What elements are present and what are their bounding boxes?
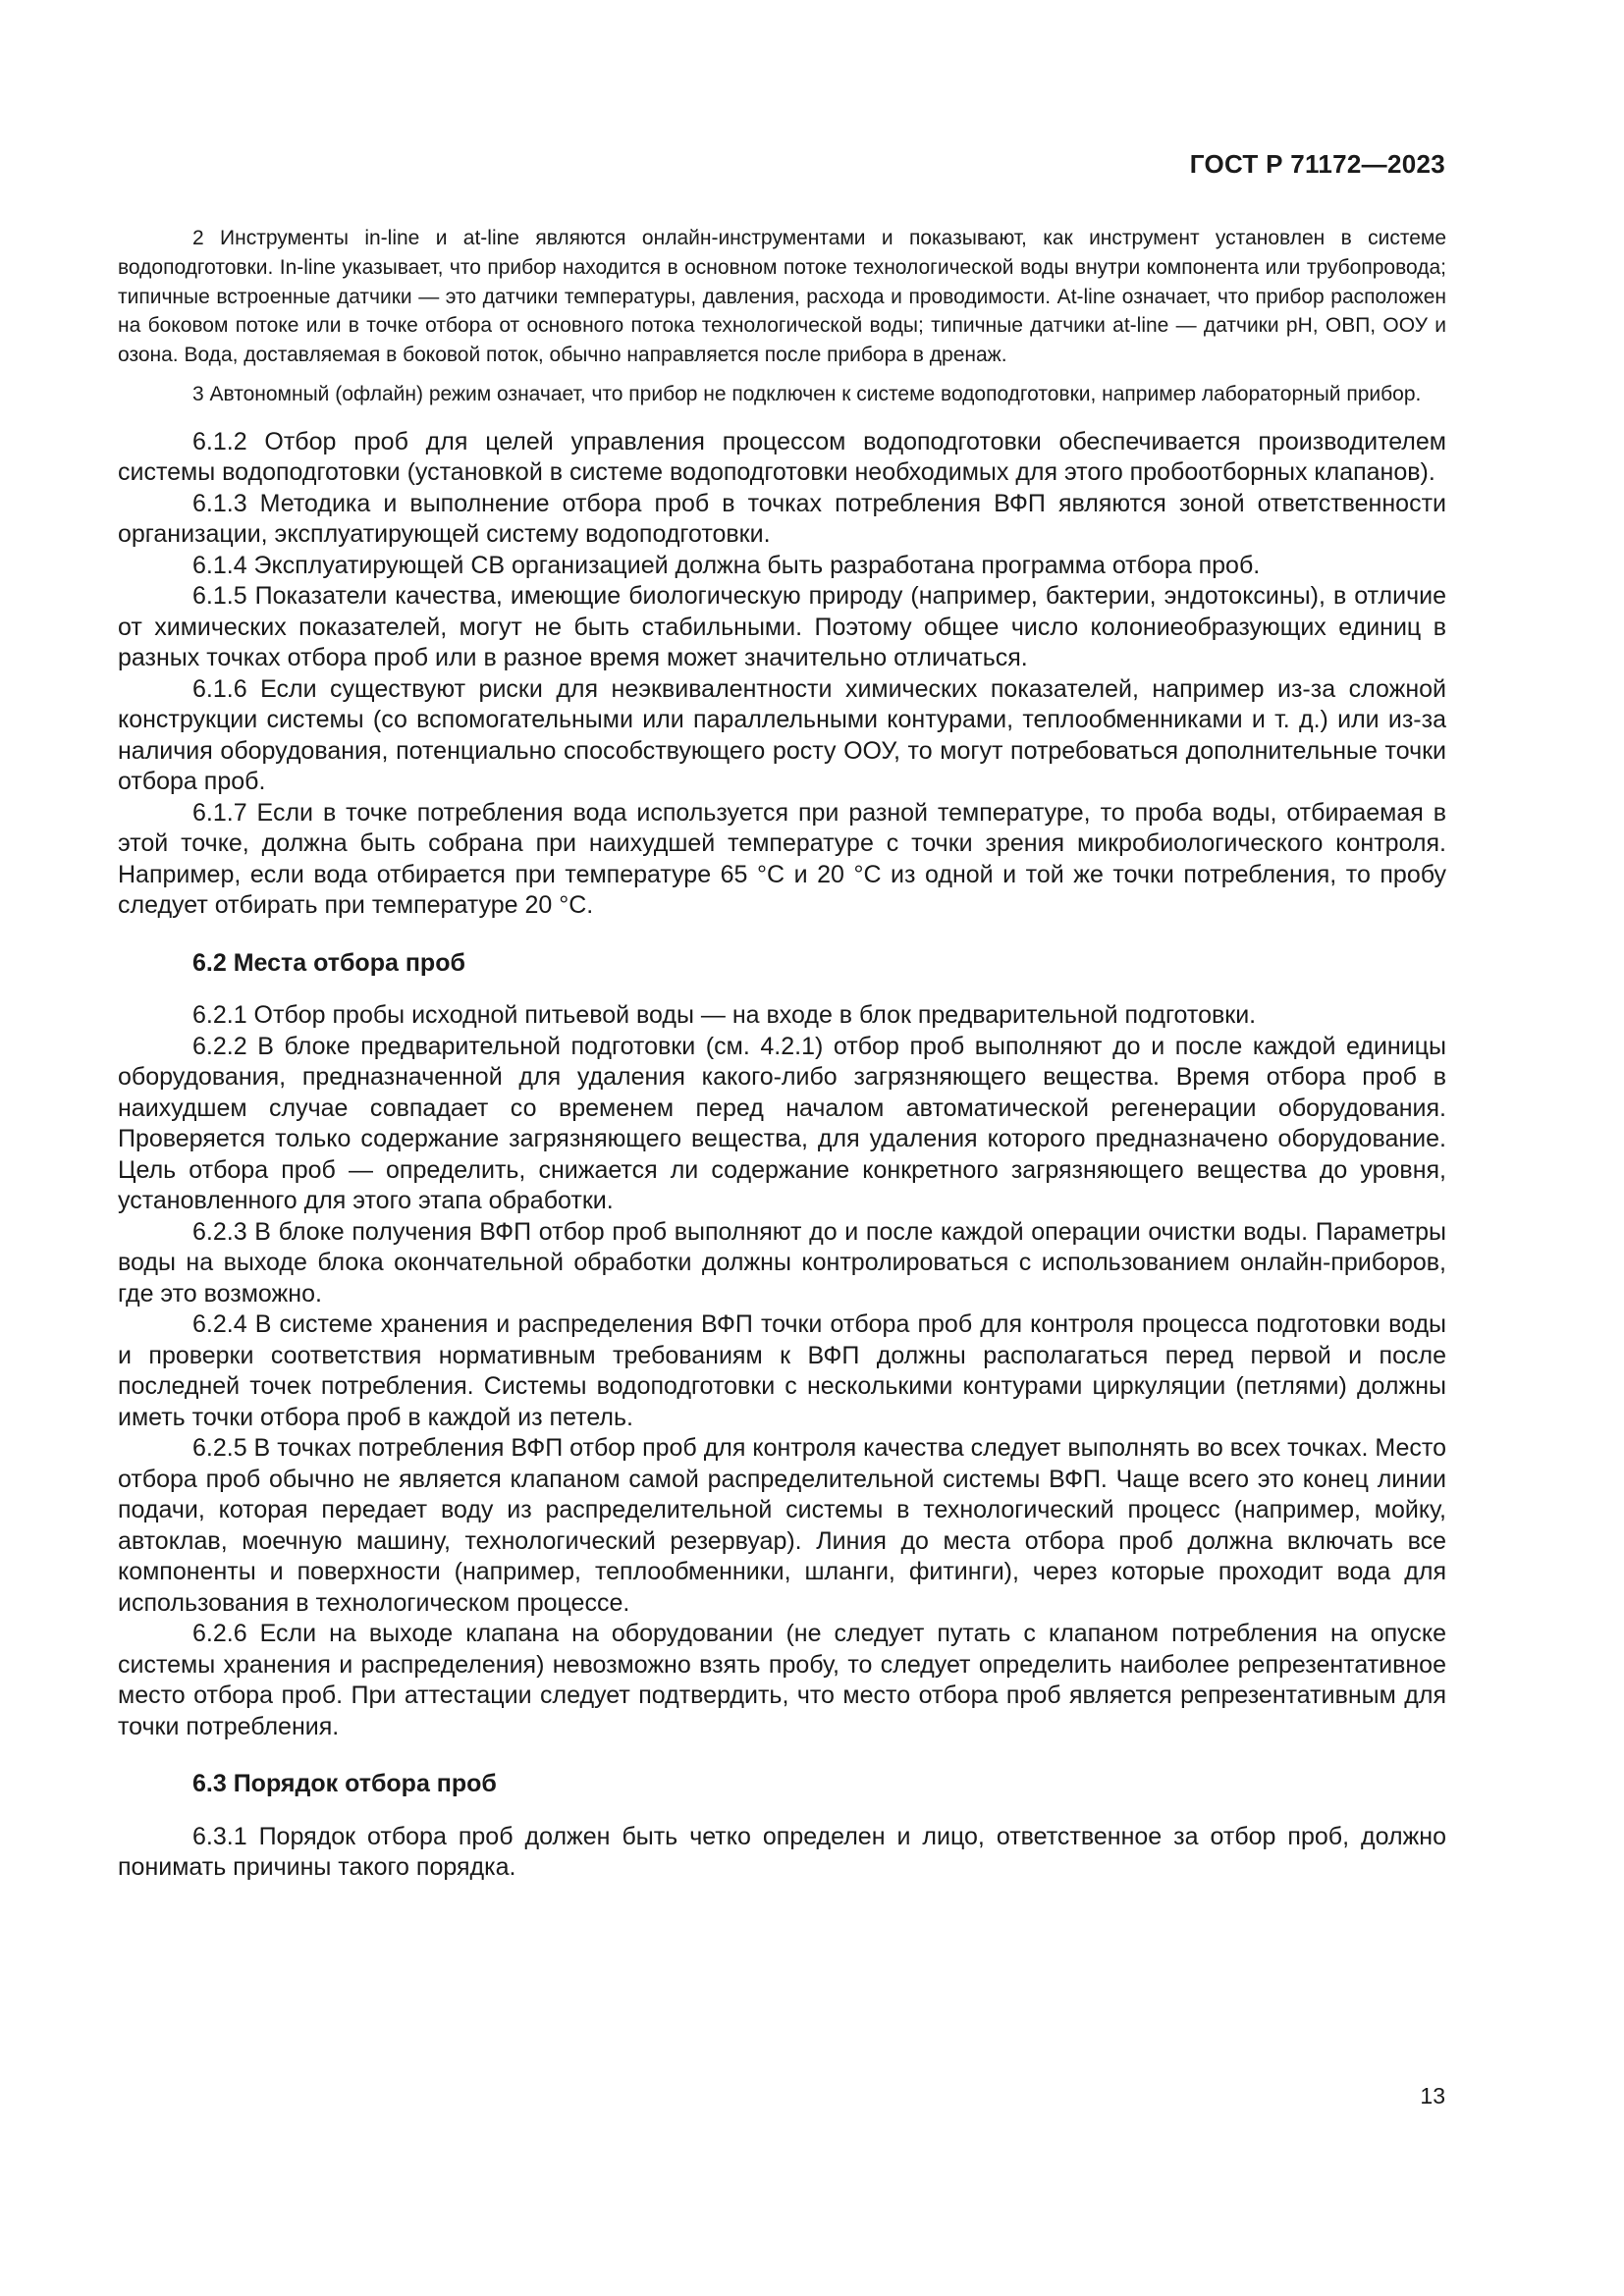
clause-6-2-5: 6.2.5 В точках потребления ВФП отбор проб для контроля качества следует выполнять во всех точках. Место отбора проб обычно не является клапаном самой распределительной системы ВФП. Чаще всего это конец линии подачи, которая передает воду из распределительной системы в технологический процесс (например, мойку, автоклав, моечную машину, технологический резервуар). Линия до места отбора проб должна включать все компоненты и поверхности (например, теплообменники, шланги, фитинги), через которые проходит вода для использования в технологическом процессе.	[118, 1434, 1446, 1617]
clause-6-1-3: 6.1.3 Методика и выполнение отбора проб в точках потребления ВФП являются зоной ответственности организации, эксплуатирующей систему водоподготовки.	[118, 489, 1446, 549]
clause-6-2-3: 6.2.3 В блоке получения ВФП отбор проб выполняют до и после каждой операции очистки воды. Параметры воды на выходе блока окончательной обработки должны контролироваться с использованием онлайн-приборов, где это возможно.	[118, 1217, 1446, 1308]
clause-6-2-4: 6.2.4 В системе хранения и распределения ВФП точки отбора проб для контроля процесса подготовки воды и проверки соответствия нормативным требованиям к ВФП должны располагаться перед первой и после последней точек потребления. Системы водоподготовки с несколькими контурами циркуляции (петлями) должны иметь точки отбора проб в каждой из петель.	[118, 1310, 1446, 1431]
clause-6-3-1: 6.3.1 Порядок отбора проб должен быть четко определен и лицо, ответственное за отбор проб, должно понимать причины такого порядка.	[118, 1822, 1446, 1882]
page-content	[118, 224, 1446, 1884]
clause-6-1-5: 6.1.5 Показатели качества, имеющие биологическую природу (например, бактерии, эндотоксины), в отличие от химических показателей, могут не быть стабильными. Поэтому общее число колониеобразующих единиц в разных точках отбора проб или в разное время может значительно отличаться.	[118, 582, 1446, 672]
page-number: 13	[1420, 2083, 1445, 2109]
clause-6-1-6: 6.1.6 Если существуют риски для неэквивалентности химических показателей, например из-за сложной конструкции системы (со вспомогательными или параллельными контурами, теплообменниками и т. д.) или из-за наличия оборудования, потенциально способствующего росту ООУ, то могут потребоваться дополнительные точки отбора проб.	[118, 674, 1446, 796]
note-3: 3 Автономный (офлайн) режим означает, что прибор не подключен к системе водоподготовки, например лабораторный прибор.	[192, 382, 1422, 405]
document-code-header: ГОСТ Р 71172—2023	[1189, 149, 1445, 179]
clause-6-1-7: 6.1.7 Если в точке потребления вода используется при разной температуре, то проба воды, отбираемая в этой точке, должна быть собрана при наихудшей температуре с точки зрения микробиологического контроля. Например, если вода отбирается при температуре 65 °C и 20 °C из одной и той же точки потребления, то пробу следует отбирать при температуре 20 °C.	[118, 798, 1446, 920]
clause-6-2-2: 6.2.2 В блоке предварительной подготовки (см. 4.2.1) отбор проб выполняют до и после каждой единицы оборудования, предназначенной для удаления какого-либо загрязняющего вещества. Время отбора проб в наихудшем случае совпадает со временем перед началом автоматической регенерации оборудования. Проверяется только содержание загрязняющего вещества, для удаления которого предназначено оборудование. Цель отбора проб — определить, снижается ли содержание конкретного загрязняющего вещества до уровня, установленного для этого этапа обработки.	[118, 1032, 1446, 1215]
clause-6-1-4: 6.1.4 Эксплуатирующей СВ организацией должна быть разработана программа отбора проб.	[192, 551, 1261, 579]
clause-6-2-6: 6.2.6 Если на выходе клапана на оборудовании (не следует путать с клапаном потребления на опуске системы хранения и распределения) невозможно взять пробу, то следует определить наиболее репрезентативное место отбора проб. При аттестации следует подтвердить, что место отбора проб является репрезентативным для точки потребления.	[118, 1620, 1446, 1740]
clause-6-1-2: 6.1.2 Отбор проб для целей управления процессом водоподготовки обеспечивается производителем системы водоподготовки (установкой в системе водоподготовки необходимых для этого пробоотборных клапанов).	[118, 427, 1446, 487]
section-6-2-title: 6.2 Места отбора проб	[192, 948, 465, 977]
note-2: 2 Инструменты in-line и at-line являются онлайн-инструментами и показывают, как инструмент установлен в системе водоподготовки. In-line указывает, что прибор находится в основном потоке технологической воды внутри компонента или трубопровода; типичные встроенные датчики — это датчики температуры, давления, расхода и проводимости. At-line означает, что прибор расположен на боковом потоке или в точке отбора от основного потока технологической воды; типичные датчики at-line — датчики pH, ОВП, ООУ и озона. Вода, доставляемая в боковой поток, обычно направляется после прибора в дренаж.	[118, 227, 1446, 367]
section-6-3-title: 6.3 Порядок отбора проб	[192, 1770, 497, 1798]
clause-6-2-1: 6.2.1 Отбор пробы исходной питьевой воды — на входе в блок предварительной подготовки.	[192, 1001, 1257, 1030]
